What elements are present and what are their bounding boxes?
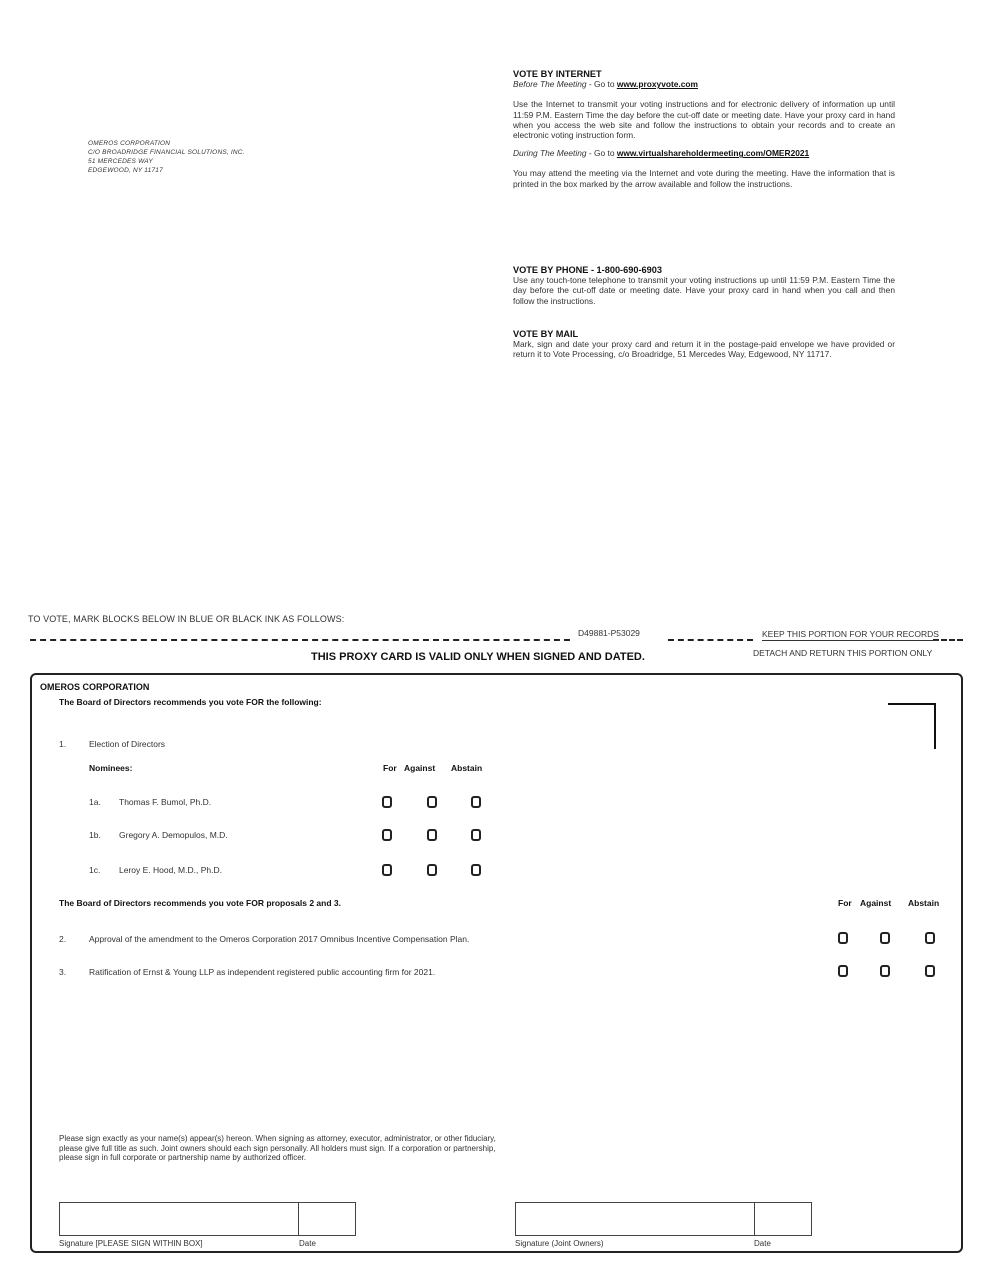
company-name: OMEROS CORPORATION [40,682,150,692]
arrow-marker [888,703,936,749]
during-meeting-label: During The Meeting [513,148,587,159]
checkbox-1c-against[interactable] [427,864,437,876]
vote-phone-heading: VOTE BY PHONE - 1-800-690-6903 [513,265,662,275]
checkbox-1b-abstain[interactable] [471,829,481,841]
checkbox-3-for[interactable] [838,965,848,977]
control-code: D49881-P53029 [578,628,640,638]
address-line: 51 MERCEDES WAY [88,158,153,165]
proposal-3-text: Ratification of Ernst & Young LLP as independent registered public accounting firm for 2021. [89,967,436,977]
col-abstain: Abstain [908,898,940,908]
before-meeting-label: Before The Meeting [513,79,587,90]
checkbox-3-against[interactable] [880,965,890,977]
nominee-name: Leroy E. Hood, M.D., Ph.D. [119,865,222,875]
proposal-2-text: Approval of the amendment to the Omeros Corporation 2017 Omnibus Incentive Compensation Plan. [89,934,470,944]
checkbox-1a-against[interactable] [427,796,437,808]
checkbox-1b-for[interactable] [382,829,392,841]
address-line: EDGEWOOD, NY 11717 [88,167,163,174]
keep-portion-label: KEEP THIS PORTION FOR YOUR RECORDS [762,629,939,639]
nominee-number: 1c. [89,865,101,875]
vote-mail-text: Mark, sign and date your proxy card and return it in the postage-paid envelope we have provided or return it to Vote Processing, c/o Broadridge, 51 Mercedes Way, Edgewood, NY 11717. [513,339,895,360]
joint-date-label: Date [754,1239,771,1248]
virtual-meeting-link[interactable]: www.virtualshareholdermeeting.com/OMER2021 [616,148,810,159]
detach-line [30,639,570,641]
proposal-3-number: 3. [59,967,67,977]
checkbox-2-for[interactable] [838,932,848,944]
joint-signature-label: Signature (Joint Owners) [515,1239,604,1248]
checkbox-1c-for[interactable] [382,864,392,876]
during-meeting-text: You may attend the meeting via the Internet and vote during the meeting. Have the information that is printed in the box marked by the arrow available and follow the instructions. [513,168,895,189]
checkbox-2-against[interactable] [880,932,890,944]
nominee-name: Gregory A. Demopulos, M.D. [119,830,228,840]
checkbox-1a-for[interactable] [382,796,392,808]
nominees-label: Nominees: [89,763,133,773]
col-against: Against [404,763,436,773]
proxy-card [30,673,963,1253]
joint-signature-box[interactable] [515,1202,812,1236]
signature-date-divider [298,1203,299,1235]
checkbox-1c-abstain[interactable] [471,864,481,876]
board-recommendation-1: The Board of Directors recommends you vote FOR the following: [59,697,322,707]
vote-by-phone-section [513,265,895,306]
sign-instructions: Please sign exactly as your name(s) appear(s) hereon. When signing as attorney, executor, administrator, or other fiduciary, please give full title as such. Joint owners should each sign personally. All holders must sign. If a corporation or partnership, please sign in full corporate or partnership name by authorized officer. [59,1134,496,1162]
before-meeting-text: Use the Internet to transmit your voting instructions and for electronic delivery of information up until 11:59 P.M. Eastern Time the day before the cut-off date or meeting date. Have your proxy card in hand when you access the web site and follow the instructions to obtain your records and to create an electronic voting instruction form. [513,99,895,141]
proposal-2-number: 2. [59,934,67,944]
col-for: For [383,763,397,773]
proxyvote-link[interactable]: www.proxyvote.com [616,79,698,90]
proposal-1-text: Election of Directors [89,739,166,749]
signature-box[interactable] [59,1202,356,1236]
col-abstain: Abstain [451,763,483,773]
checkbox-2-abstain[interactable] [925,932,935,944]
nominee-number: 1b. [89,830,101,840]
col-for: For [838,898,852,908]
vote-phone-text: Use any touch-tone telephone to transmit your voting instructions up until 11:59 P.M. Eastern Time the day before the cut-off date or meeting date. Have your proxy card in hand when you call and then follow the instructions. [513,275,895,306]
during-goto: - Go to [586,148,617,159]
vote-by-mail-section [513,329,895,360]
vote-by-internet-section [513,69,895,189]
joint-date-divider [754,1203,755,1235]
address-line: C/O BROADRIDGE FINANCIAL SOLUTIONS, INC. [88,149,245,156]
detach-portion-label: DETACH AND RETURN THIS PORTION ONLY [753,648,933,658]
checkbox-1a-abstain[interactable] [471,796,481,808]
address-line: OMEROS CORPORATION [88,140,171,147]
vote-mail-heading: VOTE BY MAIL [513,329,579,339]
col-against: Against [860,898,892,908]
nominee-number: 1a. [89,797,101,807]
board-recommendation-2: The Board of Directors recommends you vote FOR proposals 2 and 3. [59,898,341,908]
nominee-name: Thomas F. Bumol, Ph.D. [119,797,212,807]
mailing-address [88,139,245,175]
date-label: Date [299,1239,316,1248]
mark-instruction: TO VOTE, MARK BLOCKS BELOW IN BLUE OR BLACK INK AS FOLLOWS: [28,614,345,624]
detach-line [668,639,753,641]
checkbox-1b-against[interactable] [427,829,437,841]
checkbox-3-abstain[interactable] [925,965,935,977]
valid-notice: THIS PROXY CARD IS VALID ONLY WHEN SIGNED AND DATED. [311,651,645,663]
proposal-1-number: 1. [59,739,67,749]
signature-label: Signature [PLEASE SIGN WITHIN BOX] [59,1239,203,1248]
before-goto: - Go to [586,79,617,90]
vote-internet-heading: VOTE BY INTERNET [513,69,602,79]
